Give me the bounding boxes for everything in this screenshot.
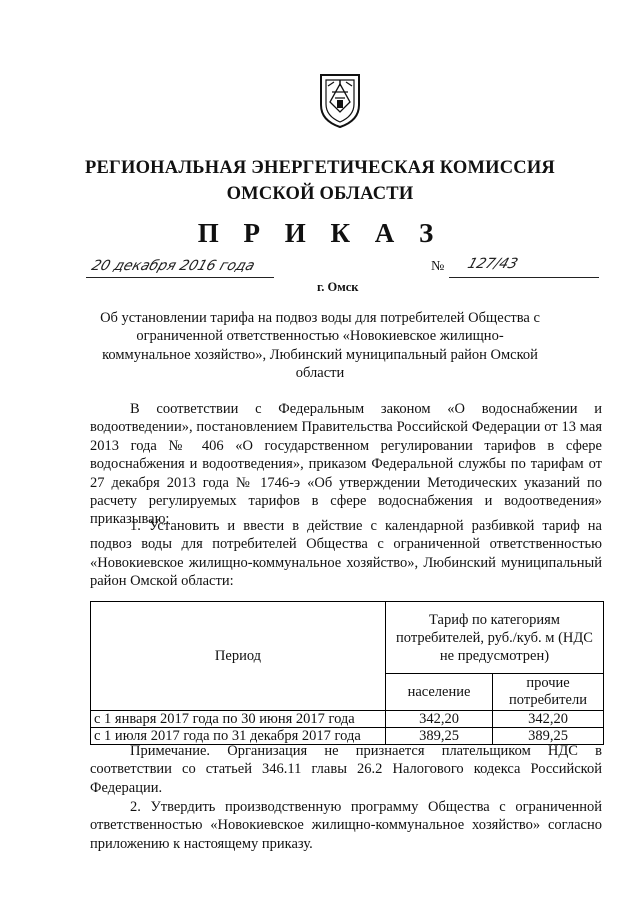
item-2-paragraph: 2. Утвердить производственную программу Общества с ограниченной ответственностью «Новокиевское жилищно-коммунальное хозяйство» согласно приложению к настоящему приказу. bbox=[90, 799, 602, 852]
table-row bbox=[91, 711, 604, 728]
handwritten-date: 20 декабря 2016 года bbox=[89, 258, 257, 274]
city-label: г. Омск bbox=[317, 280, 359, 294]
tariff-table bbox=[90, 601, 604, 745]
row-period: с 1 июля 2017 года по 31 декабря 2017 года bbox=[91, 728, 386, 745]
header-period: Период bbox=[91, 602, 386, 711]
item-1-paragraph: 1. Установить и ввести в действие с календарной разбивкой тариф на подвоз воды для потребителей Общества с ограниченной ответственностью «Новокиевское жилищно-коммунальное хозяйство», Любинский муниципальный район Омской области: bbox=[90, 518, 602, 590]
organization-name-line1: РЕГИОНАЛЬНАЯ ЭНЕРГЕТИЧЕСКАЯ КОМИССИЯ bbox=[84, 158, 555, 178]
header-tariff: Тариф по категориям потребителей, руб./куб. м (НДС не предусмотрен) bbox=[386, 602, 604, 674]
row-other-value: 389,25 bbox=[493, 728, 604, 745]
order-subject: Об установлении тарифа на подвоз воды для потребителей Общества с ограниченной ответственностью «Новокиевское жилищно-коммунальное хозяйство», Любинский муниципальный район Омской области bbox=[100, 310, 540, 382]
number-underline bbox=[449, 277, 599, 278]
header-population: население bbox=[386, 674, 493, 711]
vat-note-paragraph: Примечание. Организация не признается плательщиком НДС в соответствии со статьей 346.11 главы 26.2 Налогового кодекса Российской Федерации. bbox=[90, 743, 602, 796]
document-title: П Р И К А З bbox=[197, 218, 443, 248]
organization-name-line2: ОМСКОЙ ОБЛАСТИ bbox=[226, 184, 414, 204]
row-population-value: 389,25 bbox=[386, 728, 493, 745]
header-other-consumers: прочие потребители bbox=[493, 674, 604, 711]
preamble-paragraph: В соответствии с Федеральным законом «О водоснабжении и водоотведении», постановлением Правительства Российской Федерации от 13 мая 2013 года № 406 «О государственном регулировании тарифов в сфере водоснабжения и водоотведения», приказом Федеральной службы по тарифам от 27 декабря 2013 года № 1746-э «Об утверждении Методических указаний по расчету регулируемых тарифов в сфере водоснабжения и водоотведения» приказываю: bbox=[90, 401, 602, 528]
number-label: № bbox=[431, 259, 445, 274]
row-other-value: 342,20 bbox=[493, 711, 604, 728]
date-underline bbox=[86, 277, 274, 278]
row-period: с 1 января 2017 года по 30 июня 2017 года bbox=[91, 711, 386, 728]
coat-of-arms-emblem bbox=[318, 72, 362, 128]
handwritten-number: 127/43 bbox=[465, 256, 520, 272]
row-population-value: 342,20 bbox=[386, 711, 493, 728]
